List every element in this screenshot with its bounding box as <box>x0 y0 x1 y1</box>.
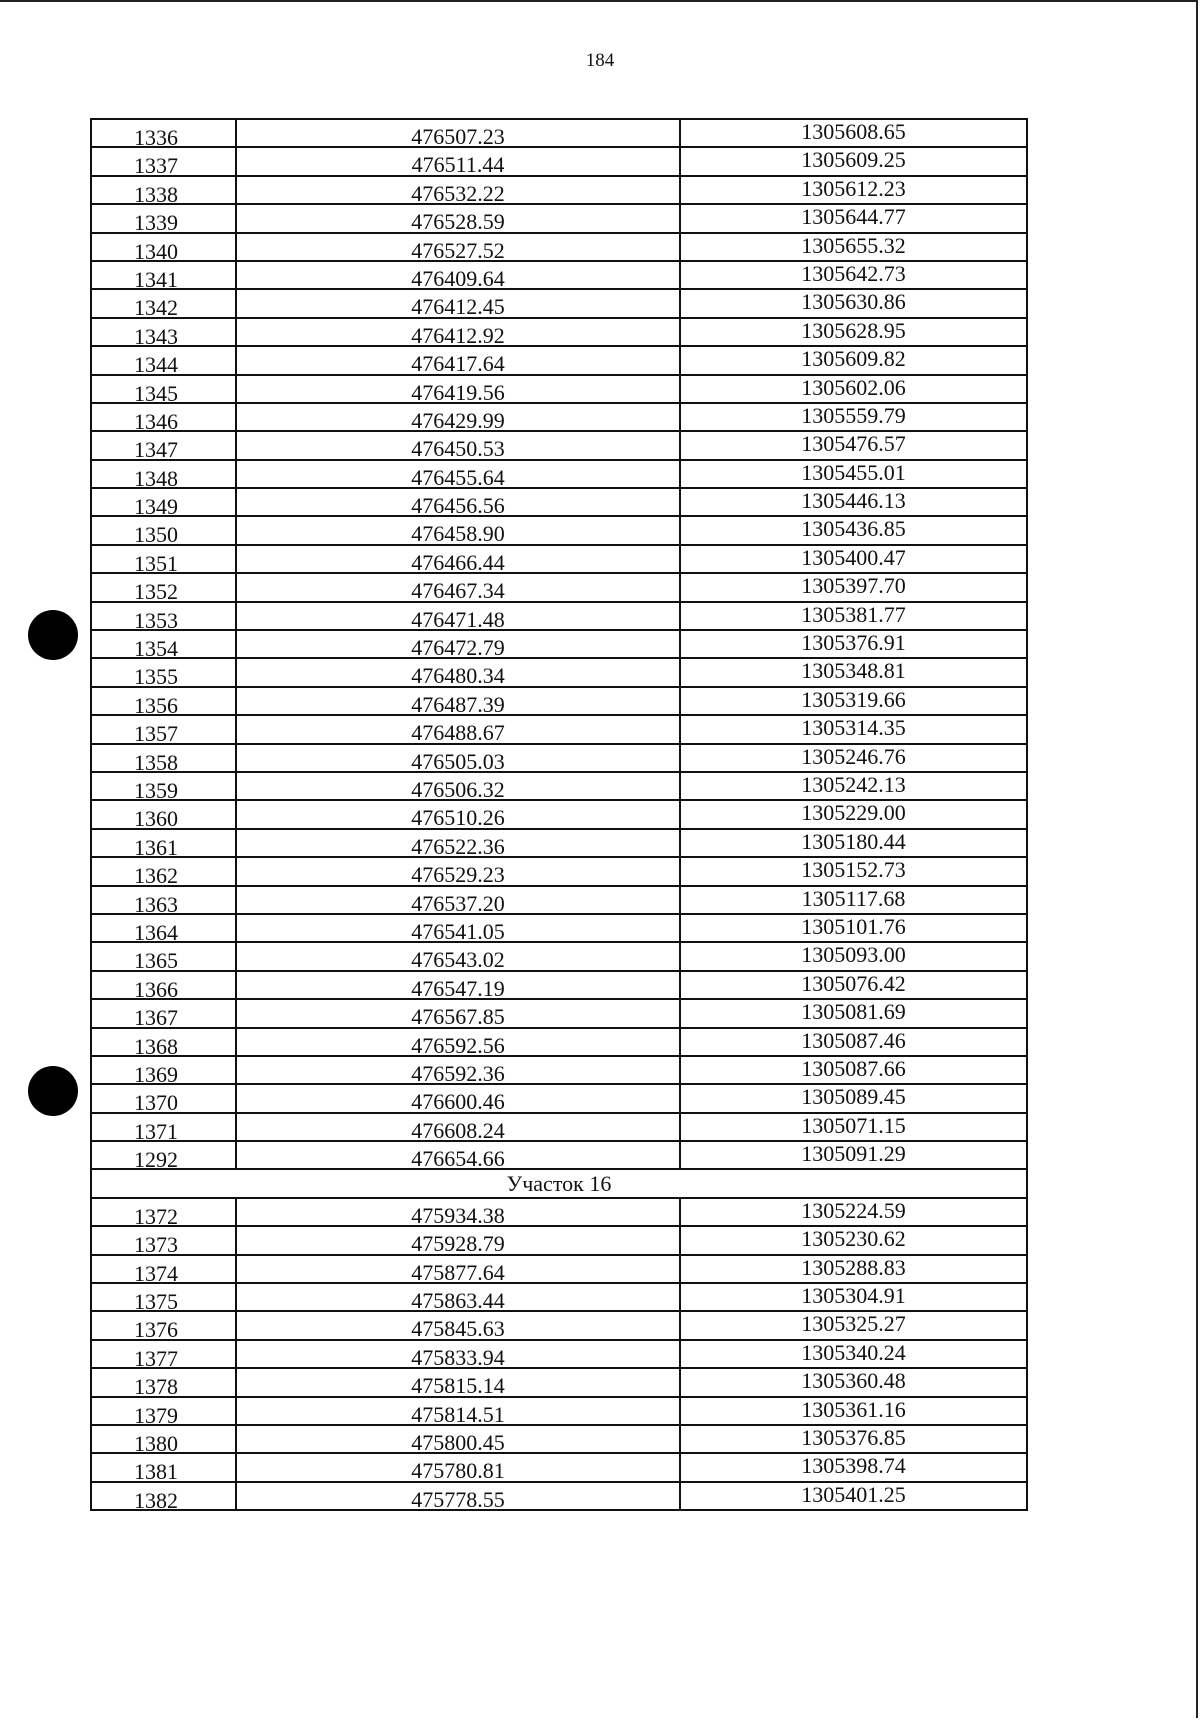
point-number-cell: 1378 <box>92 1369 237 1395</box>
table-row <box>92 234 1026 262</box>
point-number-cell: 1366 <box>92 972 237 998</box>
x-coordinate-cell: 476450.53 <box>237 432 681 458</box>
y-coordinate-cell: 1305180.44 <box>801 829 906 854</box>
table-row <box>92 631 1026 659</box>
table-row <box>92 120 1026 148</box>
table-row <box>92 1312 1026 1340</box>
y-coordinate-cell: 1305630.86 <box>801 290 906 315</box>
y-coordinate-cell: 1305319.66 <box>801 687 906 712</box>
table-row <box>92 1256 1026 1284</box>
x-coordinate-cell: 476600.46 <box>237 1085 681 1111</box>
x-coordinate-cell: 475780.81 <box>237 1454 681 1480</box>
table-row <box>92 1227 1026 1255</box>
table-row <box>92 517 1026 545</box>
table-row <box>92 603 1026 631</box>
x-coordinate-cell: 476529.23 <box>237 858 681 884</box>
y-coordinate-cell: 1305376.91 <box>801 631 906 656</box>
table-row <box>92 688 1026 716</box>
point-number-cell: 1355 <box>92 659 237 685</box>
table-row <box>92 347 1026 375</box>
y-coordinate-cell: 1305288.83 <box>801 1255 906 1280</box>
table-row <box>92 148 1026 176</box>
point-number-cell: 1343 <box>92 319 237 345</box>
table-row <box>92 972 1026 1000</box>
punch-hole-upper <box>28 610 78 660</box>
x-coordinate-cell: 476480.34 <box>237 659 681 685</box>
section-heading: Участок 16 <box>92 1170 1026 1198</box>
x-coordinate-cell: 476543.02 <box>237 943 681 969</box>
point-number-cell: 1382 <box>92 1483 237 1509</box>
x-coordinate-cell: 476488.67 <box>237 716 681 742</box>
point-number-cell: 1376 <box>92 1312 237 1338</box>
x-coordinate-cell: 476528.59 <box>237 205 681 231</box>
point-number-cell: 1372 <box>92 1199 237 1225</box>
y-coordinate-cell: 1305093.00 <box>801 943 906 968</box>
point-number-cell: 1337 <box>92 148 237 174</box>
x-coordinate-cell: 475877.64 <box>237 1256 681 1282</box>
x-coordinate-cell: 476547.19 <box>237 972 681 998</box>
table-row <box>92 177 1026 205</box>
x-coordinate-cell: 476511.44 <box>237 148 681 174</box>
x-coordinate-cell: 476412.92 <box>237 319 681 345</box>
table-row <box>92 1029 1026 1057</box>
point-number-cell: 1340 <box>92 234 237 260</box>
point-number-cell: 1365 <box>92 943 237 969</box>
table-row <box>92 858 1026 886</box>
point-number-cell: 1292 <box>92 1142 237 1168</box>
y-coordinate-cell: 1305229.00 <box>801 801 906 826</box>
x-coordinate-cell: 476541.05 <box>237 915 681 941</box>
point-number-cell: 1349 <box>92 489 237 515</box>
y-coordinate-cell: 1305476.57 <box>801 432 906 457</box>
table-row <box>92 432 1026 460</box>
point-number-cell: 1341 <box>92 262 237 288</box>
y-coordinate-cell: 1305609.82 <box>801 347 906 372</box>
coordinates-table <box>90 118 1028 1511</box>
point-number-cell: 1339 <box>92 205 237 231</box>
table-row <box>92 262 1026 290</box>
y-coordinate-cell: 1305087.46 <box>801 1028 906 1053</box>
table-row <box>92 319 1026 347</box>
y-coordinate-cell: 1305642.73 <box>801 261 906 286</box>
point-number-cell: 1373 <box>92 1227 237 1253</box>
x-coordinate-cell: 476487.39 <box>237 688 681 714</box>
x-coordinate-cell: 476592.56 <box>237 1029 681 1055</box>
y-coordinate-cell: 1305400.47 <box>801 545 906 570</box>
point-number-cell: 1367 <box>92 1000 237 1026</box>
point-number-cell: 1342 <box>92 290 237 316</box>
x-coordinate-cell: 476527.52 <box>237 234 681 260</box>
table-row <box>92 801 1026 829</box>
x-coordinate-cell: 476592.36 <box>237 1057 681 1083</box>
y-coordinate-cell: 1305376.85 <box>801 1425 906 1450</box>
x-coordinate-cell: 476654.66 <box>237 1142 681 1168</box>
point-number-cell: 1375 <box>92 1284 237 1310</box>
y-coordinate-cell: 1305361.16 <box>801 1397 906 1422</box>
table-row <box>92 1199 1026 1227</box>
point-number-cell: 1352 <box>92 574 237 600</box>
x-coordinate-cell: 475845.63 <box>237 1312 681 1338</box>
point-number-cell: 1344 <box>92 347 237 373</box>
y-coordinate-cell: 1305381.77 <box>801 602 906 627</box>
x-coordinate-cell: 476417.64 <box>237 347 681 373</box>
table-row <box>92 659 1026 687</box>
y-coordinate-cell: 1305091.29 <box>801 1142 906 1167</box>
table-row <box>92 943 1026 971</box>
point-number-cell: 1358 <box>92 745 237 771</box>
x-coordinate-cell: 476567.85 <box>237 1000 681 1026</box>
y-coordinate-cell: 1305436.85 <box>801 517 906 542</box>
x-coordinate-cell: 476608.24 <box>237 1114 681 1140</box>
y-coordinate-cell: 1305224.59 <box>801 1198 906 1223</box>
point-number-cell: 1347 <box>92 432 237 458</box>
table-row <box>92 830 1026 858</box>
point-number-cell: 1348 <box>92 461 237 487</box>
table-row <box>92 745 1026 773</box>
x-coordinate-cell: 475863.44 <box>237 1284 681 1310</box>
table-row <box>92 716 1026 744</box>
y-coordinate-cell: 1305340.24 <box>801 1340 906 1365</box>
point-number-cell: 1359 <box>92 773 237 799</box>
point-number-cell: 1363 <box>92 887 237 913</box>
x-coordinate-cell: 475815.14 <box>237 1369 681 1395</box>
table-row <box>92 1057 1026 1085</box>
x-coordinate-cell: 476429.99 <box>237 404 681 430</box>
point-number-cell: 1361 <box>92 830 237 856</box>
y-coordinate-cell: 1305076.42 <box>801 971 906 996</box>
y-coordinate-cell: 1305246.76 <box>801 744 906 769</box>
point-number-cell: 1368 <box>92 1029 237 1055</box>
table-row <box>92 1000 1026 1028</box>
point-number-cell: 1357 <box>92 716 237 742</box>
table-row <box>92 887 1026 915</box>
table-row <box>92 1369 1026 1397</box>
x-coordinate-cell: 476522.36 <box>237 830 681 856</box>
point-number-cell: 1362 <box>92 858 237 884</box>
x-coordinate-cell: 475814.51 <box>237 1398 681 1424</box>
x-coordinate-cell: 476467.34 <box>237 574 681 600</box>
table-row <box>92 461 1026 489</box>
point-number-cell: 1351 <box>92 546 237 572</box>
table-row <box>92 1483 1026 1511</box>
y-coordinate-cell: 1305360.48 <box>801 1369 906 1394</box>
y-coordinate-cell: 1305081.69 <box>801 1000 906 1025</box>
y-coordinate-cell: 1305644.77 <box>801 205 906 230</box>
point-number-cell: 1369 <box>92 1057 237 1083</box>
table-row <box>92 1426 1026 1454</box>
y-coordinate-cell: 1305089.45 <box>801 1085 906 1110</box>
y-coordinate-cell: 1305612.23 <box>801 176 906 201</box>
y-coordinate-cell: 1305628.95 <box>801 318 906 343</box>
x-coordinate-cell: 475934.38 <box>237 1199 681 1225</box>
point-number-cell: 1346 <box>92 404 237 430</box>
y-coordinate-cell: 1305397.70 <box>801 574 906 599</box>
point-number-cell: 1379 <box>92 1398 237 1424</box>
point-number-cell: 1350 <box>92 517 237 543</box>
point-number-cell: 1380 <box>92 1426 237 1452</box>
point-number-cell: 1353 <box>92 603 237 629</box>
punch-hole-lower <box>28 1066 78 1116</box>
table-row <box>92 290 1026 318</box>
point-number-cell: 1338 <box>92 177 237 203</box>
x-coordinate-cell: 476532.22 <box>237 177 681 203</box>
y-coordinate-cell: 1305071.15 <box>801 1113 906 1138</box>
y-coordinate-cell: 1305230.62 <box>801 1227 906 1252</box>
x-coordinate-cell: 476456.56 <box>237 489 681 515</box>
x-coordinate-cell: 476412.45 <box>237 290 681 316</box>
table-row <box>92 915 1026 943</box>
y-coordinate-cell: 1305242.13 <box>801 772 906 797</box>
point-number-cell: 1356 <box>92 688 237 714</box>
point-number-cell: 1370 <box>92 1085 237 1111</box>
x-coordinate-cell: 476537.20 <box>237 887 681 913</box>
y-coordinate-cell: 1305325.27 <box>801 1312 906 1337</box>
x-coordinate-cell: 475928.79 <box>237 1227 681 1253</box>
x-coordinate-cell: 476507.23 <box>237 120 681 146</box>
y-coordinate-cell: 1305602.06 <box>801 375 906 400</box>
y-coordinate-cell: 1305401.25 <box>801 1482 906 1507</box>
y-coordinate-cell: 1305304.91 <box>801 1284 906 1309</box>
y-coordinate-cell: 1305314.35 <box>801 716 906 741</box>
y-coordinate-cell: 1305348.81 <box>801 659 906 684</box>
y-coordinate-cell: 1305087.66 <box>801 1056 906 1081</box>
y-coordinate-cell: 1305101.76 <box>801 914 906 939</box>
page-number: 184 <box>585 50 615 71</box>
y-coordinate-cell: 1305655.32 <box>801 233 906 258</box>
x-coordinate-cell: 476455.64 <box>237 461 681 487</box>
table-row <box>92 1142 1026 1170</box>
x-coordinate-cell: 475800.45 <box>237 1426 681 1452</box>
table-row <box>92 1085 1026 1113</box>
table-row <box>92 1341 1026 1369</box>
table-row <box>92 1114 1026 1142</box>
y-coordinate-cell: 1305608.65 <box>801 120 906 144</box>
table-row <box>92 404 1026 432</box>
table-row <box>92 773 1026 801</box>
y-coordinate-cell: 1305455.01 <box>801 460 906 485</box>
y-coordinate-cell: 1305609.25 <box>801 148 906 173</box>
point-number-cell: 1381 <box>92 1454 237 1480</box>
point-number-cell: 1354 <box>92 631 237 657</box>
y-coordinate-cell: 1305117.68 <box>801 886 906 911</box>
x-coordinate-cell: 476472.79 <box>237 631 681 657</box>
x-coordinate-cell: 476409.64 <box>237 262 681 288</box>
table-row <box>92 205 1026 233</box>
x-coordinate-cell: 476466.44 <box>237 546 681 572</box>
x-coordinate-cell: 475778.55 <box>237 1483 681 1509</box>
table-row <box>92 546 1026 574</box>
table-row <box>92 376 1026 404</box>
y-coordinate-cell: 1305559.79 <box>801 403 906 428</box>
table-row <box>92 574 1026 602</box>
point-number-cell: 1364 <box>92 915 237 941</box>
x-coordinate-cell: 476506.32 <box>237 773 681 799</box>
y-coordinate-cell: 1305398.74 <box>801 1454 906 1479</box>
x-coordinate-cell: 476458.90 <box>237 517 681 543</box>
y-coordinate-cell: 1305446.13 <box>801 489 906 514</box>
point-number-cell: 1371 <box>92 1114 237 1140</box>
table-row <box>92 489 1026 517</box>
point-number-cell: 1374 <box>92 1256 237 1282</box>
point-number-cell: 1360 <box>92 801 237 827</box>
x-coordinate-cell: 476505.03 <box>237 745 681 771</box>
point-number-cell: 1345 <box>92 376 237 402</box>
table-row <box>92 1284 1026 1312</box>
x-coordinate-cell: 476510.26 <box>237 801 681 827</box>
table-row <box>92 1398 1026 1426</box>
table-row <box>92 1454 1026 1482</box>
point-number-cell: 1377 <box>92 1341 237 1367</box>
x-coordinate-cell: 475833.94 <box>237 1341 681 1367</box>
x-coordinate-cell: 476471.48 <box>237 603 681 629</box>
y-coordinate-cell: 1305152.73 <box>801 858 906 883</box>
x-coordinate-cell: 476419.56 <box>237 376 681 402</box>
point-number-cell: 1336 <box>92 120 237 146</box>
